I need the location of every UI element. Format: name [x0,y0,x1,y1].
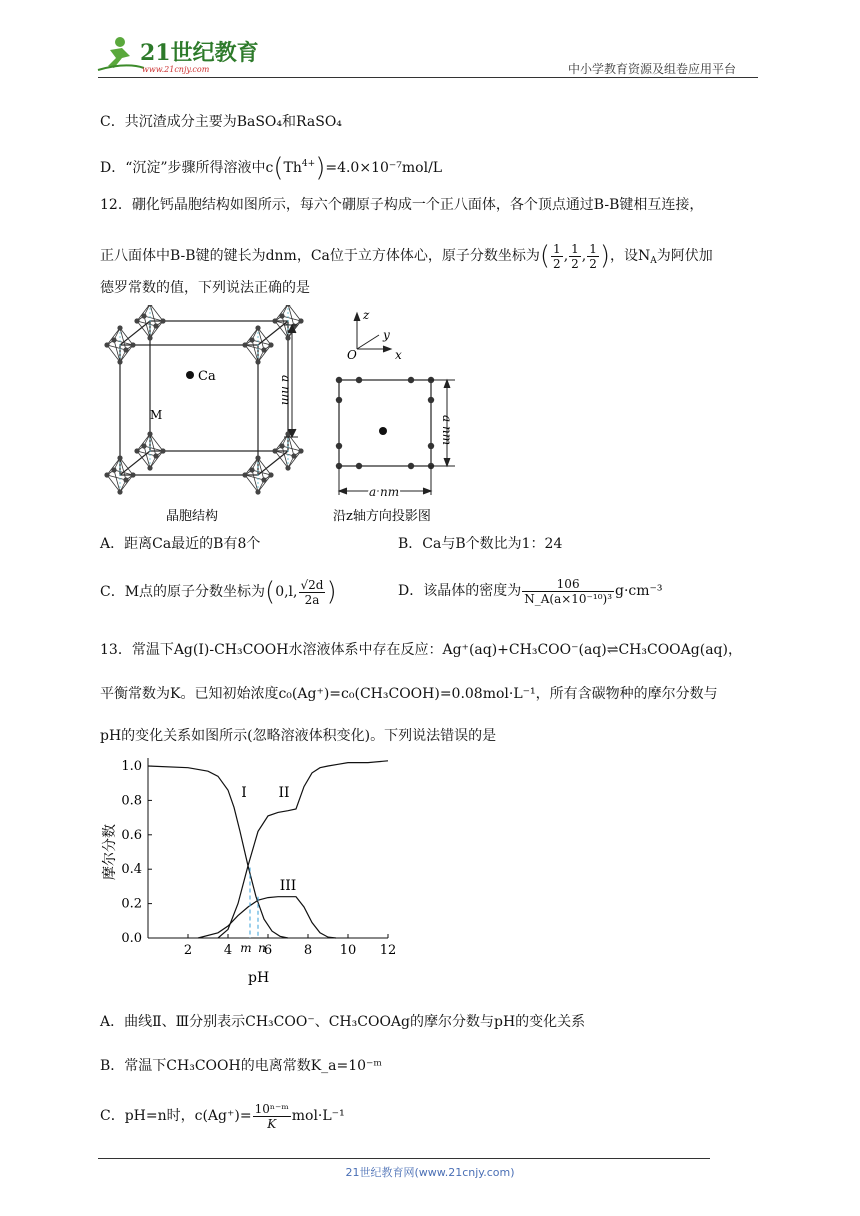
crystal-cell-figure [96,305,311,530]
logo [96,34,266,76]
series-line-I [148,766,288,938]
boron-projection-dot [408,463,414,469]
ca-label: Ca [198,369,216,384]
x-tick-label: 8 [303,943,313,958]
q11-option-d: D．“沉淀”步骤所得溶液中$c(Th^{4+})=4.0\times 10^{-7}mol/L$ [100,153,443,183]
q12-option-c: C．M点的原子分数坐标为(0,l, $\frac{√2d}{2a}$ ) [100,577,337,607]
x-tick-label: 4 [223,943,233,958]
svg-text:21世纪教育: 21世纪教育 [140,40,259,66]
boron-projection-dot [336,397,342,403]
q12-option-a: A．距离Ca最近的B有8个 [100,536,261,552]
y-tick-label: 0.6 [121,827,142,843]
projection-caption: 沿z轴方向投影图 [333,509,431,524]
series-label-I: I [241,784,247,801]
x-axis-label: pH [248,970,270,986]
marker-label: n [258,941,266,955]
projection-figure [325,305,465,530]
ca-atom [186,371,194,379]
svg-text:z: z [363,308,370,322]
q12-stem-line1: 12．硼化钙晶胞结构如图所示，每六个硼原子构成一个正八面体，各个顶点通过B-B键相互连接， [100,197,704,213]
q12-option-d: D．该晶体的密度为 $\frac{106}{\text{N\_A(a×10⁻¹⁰)³}}$ g·cm⁻³ [398,576,663,606]
boron-projection-dot [336,377,342,383]
q13-stem-line3: pH的变化关系如图所示(忽略溶液体积变化)。下列说法错误的是 [100,728,497,744]
svg-text:x: x [395,348,402,362]
boron-projection-dot [408,377,414,383]
y-tick-label: 0.8 [121,793,142,809]
boron-projection-dot [356,463,362,469]
svg-text:a nm: a nm [440,415,454,446]
y-tick-label: 0.2 [121,896,142,912]
svg-text:www.21cnjy.com: www.21cnjy.com [142,65,210,74]
boron-projection-dot [356,377,362,383]
y-tick-label: 0.4 [121,862,142,878]
q13-option-c: C．pH=n时，c(Ag⁺)= $\frac{\text{10ⁿ⁻ᵐ}}{K}$ mol·L⁻¹ [100,1101,345,1131]
footer-text: 21世纪教育网(www.21cnjy.com) [345,1166,515,1179]
series-label-III: III [279,877,297,894]
q13-option-b: B．常温下CH₃COOH的电离常数K_a=10⁻ᵐ [100,1058,383,1074]
series-line-III [198,897,336,938]
cell-caption: 晶胞结构 [166,509,219,524]
x-tick-label: 6 [263,943,273,958]
x-tick-label: 10 [339,943,357,958]
marker-label: m [240,941,252,955]
x-tick-label: 2 [183,943,193,958]
cell-a-label: a nm [279,375,293,406]
x-tick-label: 12 [379,943,397,958]
boron-projection-dot [336,443,342,449]
y-tick-label: 0.0 [121,931,142,946]
svg-text:y: y [383,328,390,342]
series-label-II: II [278,784,290,801]
q12-stem-line2: 正八面体中B-B键的键长为dnm，Ca位于立方体体心，原子分数坐标为( $\frac{1}{2}$ , $\frac{1}{2}$ , $\frac{1}{2}$ )，设$N_A$为阿伏加 [100,241,713,271]
platform-name: 中小学教育资源及组卷应用平台 [568,62,737,76]
svg-text:O: O [347,348,357,362]
q13-stem-line1: 13．常温下Ag(Ⅰ)-CH₃COOH水溶液体系中存在反应：Ag⁺(aq)+CH₃COO⁻(aq)⇌CH₃COOAg(aq)， [100,642,742,658]
y-tick-label: 1.0 [121,759,142,774]
logo-runner-icon [96,34,266,76]
y-axis-label: 摩尔分数 [102,824,118,880]
q12-stem-line3: 德罗常数的值，下列说法正确的是 [100,280,310,296]
mole-fraction-chart [96,752,406,992]
footer-rule [98,1158,710,1159]
m-label: M [150,408,163,422]
q13-stem-line2: 平衡常数为K。已知初始浓度c₀(Ag⁺)=c₀(CH₃COOH)=0.08mol·L⁻¹，所有含碳物种的摩尔分数与 [100,686,718,702]
q12-option-b: B．Ca与B个数比为1：24 [398,536,563,552]
q11-option-c: C．共沉渣成分主要为BaSO₄和RaSO₄ [100,114,342,130]
header-rule [98,77,758,78]
q13-option-a: A．曲线Ⅱ、Ⅲ分别表示CH₃COO⁻、CH₃COOAg的摩尔分数与pH的变化关系 [100,1014,586,1030]
boron-projection-dot [428,397,434,403]
svg-text:a nm: a nm [369,485,400,499]
boron-projection-dot [428,443,434,449]
